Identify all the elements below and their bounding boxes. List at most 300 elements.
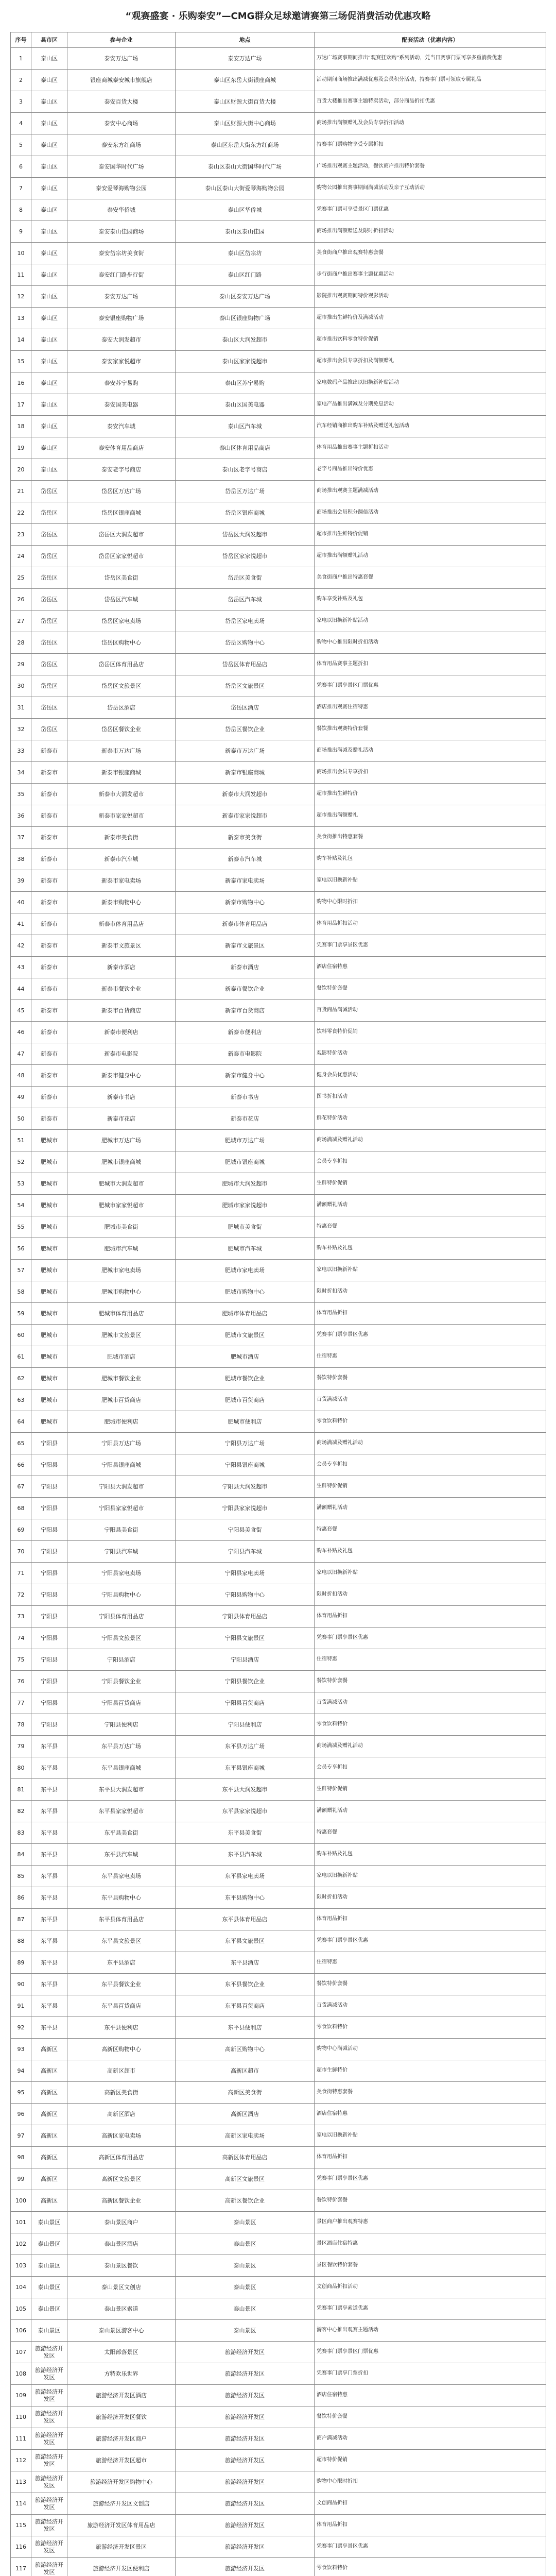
table-row <box>11 459 546 481</box>
row-number: 41 <box>11 913 31 935</box>
row-offer: 家电以旧换新补贴 <box>315 1563 546 1584</box>
row-offer: 商场推出满减及赠礼活动 <box>315 740 546 762</box>
row-offer: 凭赛事门票享景区优惠 <box>315 2168 546 2190</box>
row-district: 岱岳区 <box>31 589 67 611</box>
row-company: 东平县酒店 <box>67 1952 176 1974</box>
row-company: 东平县购物中心 <box>67 1887 176 1909</box>
row-company: 泰安红门路步行街 <box>67 264 176 286</box>
row-district: 新泰市 <box>31 1022 67 1043</box>
row-location: 泰山区华侨城 <box>176 199 315 221</box>
row-company: 宁阳县家家悦超市 <box>67 1498 176 1519</box>
row-company: 肥城市酒店 <box>67 1346 176 1368</box>
row-number: 42 <box>11 935 31 957</box>
row-number: 96 <box>11 2104 31 2125</box>
row-district: 宁阳县 <box>31 1498 67 1519</box>
row-company: 岱岳区大润发超市 <box>67 524 176 546</box>
table-row <box>11 524 546 546</box>
row-location: 泰山区财源大街百货大楼 <box>176 91 315 113</box>
row-number: 20 <box>11 459 31 481</box>
row-district: 旅游经济开发区 <box>31 2428 67 2450</box>
row-number: 16 <box>11 372 31 394</box>
row-offer: 百货商品满减活动 <box>315 1000 546 1022</box>
table-row <box>11 2168 546 2190</box>
row-offer: 购物中心限时折扣 <box>315 892 546 913</box>
row-location: 高新区餐饮企业 <box>176 2190 315 2212</box>
row-number: 26 <box>11 589 31 611</box>
row-location: 泰山区泰山佳园 <box>176 221 315 243</box>
row-company: 岱岳区酒店 <box>67 697 176 719</box>
row-district: 东平县 <box>31 1930 67 1952</box>
row-number: 58 <box>11 1281 31 1303</box>
row-location: 宁阳县餐饮企业 <box>176 1671 315 1692</box>
row-company: 高新区体育用品店 <box>67 2147 176 2168</box>
row-offer: 家电以旧换新补贴 <box>315 1866 546 1887</box>
table-row <box>11 1325 546 1346</box>
row-company: 泰安爱琴海购物公园 <box>67 178 176 199</box>
row-offer: 百货满减活动 <box>315 1692 546 1714</box>
row-district: 宁阳县 <box>31 1476 67 1498</box>
row-offer: 零食饮料特价 <box>315 1411 546 1433</box>
row-location: 岱岳区购物中心 <box>176 632 315 654</box>
table-row <box>11 2450 546 2471</box>
header-district: 县市区 <box>31 32 67 48</box>
row-company: 泰山景区酒店 <box>67 2233 176 2255</box>
row-number: 38 <box>11 849 31 870</box>
row-offer: 超市特价促销 <box>315 2450 546 2471</box>
row-location: 肥城市美食街 <box>176 1216 315 1238</box>
row-number: 98 <box>11 2147 31 2168</box>
row-district: 岱岳区 <box>31 697 67 719</box>
row-number: 87 <box>11 1909 31 1930</box>
row-location: 宁阳县大润发超市 <box>176 1476 315 1498</box>
row-offer: 百货满减活动 <box>315 1389 546 1411</box>
row-location: 岱岳区银座商城 <box>176 502 315 524</box>
row-number: 44 <box>11 978 31 1000</box>
row-location: 岱岳区体育用品店 <box>176 654 315 675</box>
row-district: 新泰市 <box>31 870 67 892</box>
table-row <box>11 1801 546 1822</box>
row-location: 高新区美食街 <box>176 2082 315 2104</box>
row-offer: 住宿特惠 <box>315 1346 546 1368</box>
row-district: 泰山区 <box>31 329 67 351</box>
row-number: 79 <box>11 1736 31 1757</box>
row-company: 泰安老字号商店 <box>67 459 176 481</box>
row-company: 高新区酒店 <box>67 2104 176 2125</box>
row-district: 新泰市 <box>31 762 67 784</box>
table-row <box>11 1628 546 1649</box>
table-row <box>11 1714 546 1736</box>
row-company: 宁阳县万达广场 <box>67 1433 176 1454</box>
header-number: 序号 <box>11 32 31 48</box>
row-number: 61 <box>11 1346 31 1368</box>
table-row <box>11 1757 546 1779</box>
row-location: 岱岳区餐饮企业 <box>176 719 315 740</box>
row-location: 旅游经济开发区 <box>176 2342 315 2363</box>
row-company: 高新区餐饮企业 <box>67 2190 176 2212</box>
table-row <box>11 2082 546 2104</box>
row-offer: 特惠套餐 <box>315 1519 546 1541</box>
row-company: 宁阳县便利店 <box>67 1714 176 1736</box>
row-district: 宁阳县 <box>31 1628 67 1649</box>
row-number: 43 <box>11 957 31 978</box>
row-number: 103 <box>11 2255 31 2277</box>
row-number: 39 <box>11 870 31 892</box>
row-offer: 限时折扣活动 <box>315 1584 546 1606</box>
row-district: 旅游经济开发区 <box>31 2471 67 2493</box>
row-district: 宁阳县 <box>31 1714 67 1736</box>
row-number: 33 <box>11 740 31 762</box>
row-offer: 餐饮特价套餐 <box>315 2190 546 2212</box>
row-district: 高新区 <box>31 2082 67 2104</box>
row-location: 泰山景区 <box>176 2277 315 2298</box>
row-district: 泰山景区 <box>31 2255 67 2277</box>
row-number: 4 <box>11 113 31 134</box>
row-number: 27 <box>11 611 31 632</box>
row-district: 肥城市 <box>31 1238 67 1260</box>
row-company: 肥城市餐饮企业 <box>67 1368 176 1389</box>
row-offer: 景区餐饮特价套餐 <box>315 2255 546 2277</box>
row-location: 宁阳县家电卖场 <box>176 1563 315 1584</box>
row-number: 35 <box>11 784 31 805</box>
table-row <box>11 1779 546 1801</box>
table-row <box>11 1346 546 1368</box>
table-row <box>11 2255 546 2277</box>
row-offer: 体育用品折扣活动 <box>315 913 546 935</box>
row-company: 旅游经济开发区超市 <box>67 2450 176 2471</box>
row-location: 岱岳区文旅景区 <box>176 675 315 697</box>
row-company: 泰安万达广场 <box>67 48 176 70</box>
row-location: 旅游经济开发区 <box>176 2450 315 2471</box>
row-company: 旅游经济开发区酒店 <box>67 2385 176 2406</box>
row-location: 泰山区国美电器 <box>176 394 315 416</box>
table-row <box>11 567 546 589</box>
row-location: 新泰市文旅景区 <box>176 935 315 957</box>
table-row <box>11 827 546 849</box>
row-location: 肥城市大润发超市 <box>176 1173 315 1195</box>
row-offer: 体育用品赛事主题折扣 <box>315 654 546 675</box>
row-district: 高新区 <box>31 2039 67 2060</box>
row-district: 新泰市 <box>31 913 67 935</box>
row-company: 东平县汽车城 <box>67 1844 176 1866</box>
row-district: 新泰市 <box>31 849 67 870</box>
row-offer: 商场推出满额赠礼及会员专享折扣活动 <box>315 113 546 134</box>
row-number: 22 <box>11 502 31 524</box>
row-offer: 家电以旧换新补贴活动 <box>315 611 546 632</box>
table-row <box>11 805 546 827</box>
row-offer: 超市推出饮料零食特价促销 <box>315 329 546 351</box>
row-location: 东平县餐饮企业 <box>176 1974 315 1995</box>
row-district: 泰山区 <box>31 48 67 70</box>
row-district: 东平县 <box>31 1995 67 2017</box>
row-number: 86 <box>11 1887 31 1909</box>
table-row <box>11 2104 546 2125</box>
row-district: 泰山区 <box>31 416 67 437</box>
row-company: 新泰市酒店 <box>67 957 176 978</box>
row-offer: 万达广场赛事期间推出“观赛狂欢购”系列活动，凭当日赛事门票可享多重消费优惠 <box>315 48 546 70</box>
row-offer: 生鲜特价促销 <box>315 1173 546 1195</box>
table-row <box>11 2385 546 2406</box>
table-row <box>11 1389 546 1411</box>
row-offer: 酒店推出观赛住宿特惠 <box>315 697 546 719</box>
row-district: 高新区 <box>31 2104 67 2125</box>
row-company: 东平县百货商店 <box>67 1995 176 2017</box>
row-company: 泰安岱宗坊美食街 <box>67 243 176 264</box>
row-district: 新泰市 <box>31 1043 67 1065</box>
row-offer: 体育用品折扣 <box>315 2147 546 2168</box>
row-company: 岱岳区购物中心 <box>67 632 176 654</box>
row-district: 旅游经济开发区 <box>31 2493 67 2515</box>
row-district: 新泰市 <box>31 978 67 1000</box>
row-number: 8 <box>11 199 31 221</box>
row-number: 10 <box>11 243 31 264</box>
table-row <box>11 1368 546 1389</box>
row-offer: 健身会员优惠活动 <box>315 1065 546 1087</box>
row-offer: 凭赛事门票享景区优惠 <box>315 935 546 957</box>
table-row <box>11 870 546 892</box>
row-company: 泰山景区商户 <box>67 2212 176 2233</box>
row-number: 36 <box>11 805 31 827</box>
row-company: 泰安万达广场 <box>67 286 176 308</box>
table-row <box>11 913 546 935</box>
row-location: 宁阳县百货商店 <box>176 1692 315 1714</box>
row-location: 泰山区苏宁易购 <box>176 372 315 394</box>
row-number: 91 <box>11 1995 31 2017</box>
row-offer: 超市推出生鲜特价 <box>315 784 546 805</box>
row-offer: 住宿特惠 <box>315 1952 546 1974</box>
row-company: 泰安国美电器 <box>67 394 176 416</box>
row-district: 新泰市 <box>31 740 67 762</box>
row-location: 旅游经济开发区 <box>176 2515 315 2536</box>
row-location: 泰山区老字号商店 <box>176 459 315 481</box>
table-row <box>11 1281 546 1303</box>
table-row <box>11 2039 546 2060</box>
row-company: 泰安银座购物广场 <box>67 308 176 329</box>
row-number: 53 <box>11 1173 31 1195</box>
row-number: 48 <box>11 1065 31 1087</box>
row-district: 宁阳县 <box>31 1584 67 1606</box>
row-location: 泰山区泰山大街爱琴海购物公园 <box>176 178 315 199</box>
row-district: 泰山区 <box>31 178 67 199</box>
row-location: 宁阳县购物中心 <box>176 1584 315 1606</box>
row-offer: 超市生鲜特价 <box>315 2060 546 2082</box>
row-location: 高新区文旅景区 <box>176 2168 315 2190</box>
row-company: 旅游经济开发区体育用品店 <box>67 2515 176 2536</box>
row-number: 54 <box>11 1195 31 1216</box>
row-number: 66 <box>11 1454 31 1476</box>
table-row <box>11 2320 546 2342</box>
row-company: 新泰市大润发超市 <box>67 784 176 805</box>
row-number: 92 <box>11 2017 31 2039</box>
row-district: 宁阳县 <box>31 1541 67 1563</box>
row-company: 新泰市文旅景区 <box>67 935 176 957</box>
row-company: 岱岳区银座商城 <box>67 502 176 524</box>
table-row <box>11 2493 546 2515</box>
table-row <box>11 1476 546 1498</box>
row-number: 3 <box>11 91 31 113</box>
row-company: 岱岳区家家悦超市 <box>67 546 176 567</box>
row-number: 11 <box>11 264 31 286</box>
table-row <box>11 1909 546 1930</box>
table-row <box>11 2125 546 2147</box>
row-location: 高新区购物中心 <box>176 2039 315 2060</box>
row-offer: 零食饮料特价 <box>315 2017 546 2039</box>
row-number: 5 <box>11 134 31 156</box>
table-row <box>11 978 546 1000</box>
table-row <box>11 134 546 156</box>
table-row <box>11 1606 546 1628</box>
row-offer: 美食街特惠套餐 <box>315 2082 546 2104</box>
row-district: 岱岳区 <box>31 719 67 740</box>
row-number: 2 <box>11 70 31 91</box>
row-offer: 美食街商户推出观赛特惠套餐 <box>315 243 546 264</box>
table-row <box>11 2515 546 2536</box>
table-row <box>11 1000 546 1022</box>
row-number: 1 <box>11 48 31 70</box>
row-location: 泰山区汽车城 <box>176 416 315 437</box>
row-offer: 凭赛事门票享景区优惠 <box>315 1628 546 1649</box>
table-row <box>11 1173 546 1195</box>
row-district: 泰山区 <box>31 199 67 221</box>
row-number: 47 <box>11 1043 31 1065</box>
row-company: 肥城市百货商店 <box>67 1389 176 1411</box>
page-title: “观赛盛宴 · 乐购泰安”—CMG群众足球邀请赛第三场促消费活动优惠攻略 <box>125 11 431 22</box>
row-location: 新泰市电影院 <box>176 1043 315 1065</box>
table-row <box>11 1087 546 1108</box>
row-offer: 酒店住宿特惠 <box>315 2385 546 2406</box>
row-location: 宁阳县体育用品店 <box>176 1606 315 1628</box>
row-company: 泰安百货大楼 <box>67 91 176 113</box>
row-location: 高新区家电卖场 <box>176 2125 315 2147</box>
row-district: 旅游经济开发区 <box>31 2385 67 2406</box>
row-company: 高新区文旅景区 <box>67 2168 176 2190</box>
row-offer: 会员专享折扣 <box>315 1757 546 1779</box>
row-offer: 商场满减及赠礼活动 <box>315 1736 546 1757</box>
row-number: 112 <box>11 2450 31 2471</box>
row-district: 岱岳区 <box>31 481 67 502</box>
row-company: 宁阳县汽车城 <box>67 1541 176 1563</box>
row-offer: 购车补贴及礼包 <box>315 1844 546 1866</box>
row-number: 60 <box>11 1325 31 1346</box>
row-district: 泰山区 <box>31 156 67 178</box>
row-location: 泰山区银座购物广场 <box>176 308 315 329</box>
row-company: 新泰市家家悦超市 <box>67 805 176 827</box>
table-row <box>11 1043 546 1065</box>
row-location: 新泰市体育用品店 <box>176 913 315 935</box>
row-offer: 购车补贴及礼包 <box>315 1238 546 1260</box>
table-row <box>11 1130 546 1151</box>
row-location: 泰山景区 <box>176 2320 315 2342</box>
row-offer: 家电产品推出满减及分期免息活动 <box>315 394 546 416</box>
row-number: 34 <box>11 762 31 784</box>
row-number: 108 <box>11 2363 31 2385</box>
row-number: 95 <box>11 2082 31 2104</box>
row-number: 107 <box>11 2342 31 2363</box>
row-district: 泰山区 <box>31 372 67 394</box>
table-row <box>11 91 546 113</box>
row-offer: 餐饮特价套餐 <box>315 978 546 1000</box>
table-row <box>11 2558 546 2576</box>
row-number: 100 <box>11 2190 31 2212</box>
row-company: 宁阳县购物中心 <box>67 1584 176 1606</box>
row-number: 62 <box>11 1368 31 1389</box>
row-district: 东平县 <box>31 1757 67 1779</box>
row-number: 32 <box>11 719 31 740</box>
row-company: 宁阳县文旅景区 <box>67 1628 176 1649</box>
row-company: 泰安华侨城 <box>67 199 176 221</box>
row-company: 新泰市银座商城 <box>67 762 176 784</box>
table-row <box>11 935 546 957</box>
row-location: 新泰市美食街 <box>176 827 315 849</box>
row-location: 肥城市餐饮企业 <box>176 1368 315 1389</box>
row-location: 东平县美食街 <box>176 1822 315 1844</box>
row-location: 新泰市家电卖场 <box>176 870 315 892</box>
row-district: 泰山区 <box>31 134 67 156</box>
table-row <box>11 264 546 286</box>
row-offer: 鲜花特价活动 <box>315 1108 546 1130</box>
row-offer: 商场推出观赛主题满减活动 <box>315 481 546 502</box>
row-company: 新泰市百货商店 <box>67 1000 176 1022</box>
table-row <box>11 1260 546 1281</box>
row-location: 东平县体育用品店 <box>176 1909 315 1930</box>
row-offer: 商场满减及赠礼活动 <box>315 1130 546 1151</box>
row-district: 泰山景区 <box>31 2320 67 2342</box>
table-row <box>11 2406 546 2428</box>
row-district: 宁阳县 <box>31 1692 67 1714</box>
row-offer: 文创商品折扣 <box>315 2493 546 2515</box>
row-company: 肥城市家家悦超市 <box>67 1195 176 1216</box>
row-offer: 餐饮特价套餐 <box>315 1974 546 1995</box>
table-row <box>11 740 546 762</box>
table-row <box>11 1216 546 1238</box>
row-location: 高新区超市 <box>176 2060 315 2082</box>
row-offer: 家电以旧换新补贴 <box>315 2125 546 2147</box>
row-number: 30 <box>11 675 31 697</box>
table-row <box>11 546 546 567</box>
row-location: 岱岳区家家悦超市 <box>176 546 315 567</box>
row-number: 113 <box>11 2471 31 2493</box>
row-district: 肥城市 <box>31 1325 67 1346</box>
row-offer: 广场推出观赛主题活动，餐饮商户推出特价套餐 <box>315 156 546 178</box>
row-location: 岱岳区汽车城 <box>176 589 315 611</box>
row-location: 新泰市万达广场 <box>176 740 315 762</box>
row-company: 宁阳县大润发超市 <box>67 1476 176 1498</box>
row-location: 新泰市书店 <box>176 1087 315 1108</box>
row-offer: 美食街推出特惠套餐 <box>315 827 546 849</box>
row-offer: 购物公园推出赛事期间满减活动及亲子互动活动 <box>315 178 546 199</box>
table-row <box>11 481 546 502</box>
table-row <box>11 2233 546 2255</box>
table-row <box>11 1995 546 2017</box>
row-number: 102 <box>11 2233 31 2255</box>
row-number: 7 <box>11 178 31 199</box>
table-row <box>11 1736 546 1757</box>
row-district: 泰山区 <box>31 264 67 286</box>
row-location: 宁阳县便利店 <box>176 1714 315 1736</box>
row-district: 肥城市 <box>31 1130 67 1151</box>
row-offer: 家电以旧换新补贴 <box>315 1260 546 1281</box>
row-company: 泰安体育用品商店 <box>67 437 176 459</box>
row-offer: 酒店住宿特惠 <box>315 2104 546 2125</box>
row-number: 23 <box>11 524 31 546</box>
row-company: 肥城市家电卖场 <box>67 1260 176 1281</box>
row-district: 宁阳县 <box>31 1671 67 1692</box>
table-row <box>11 762 546 784</box>
row-location: 宁阳县银座商城 <box>176 1454 315 1476</box>
table-row <box>11 2428 546 2450</box>
row-offer: 餐饮特价套餐 <box>315 2406 546 2428</box>
row-offer: 满额赠礼活动 <box>315 1801 546 1822</box>
row-location: 旅游经济开发区 <box>176 2536 315 2558</box>
